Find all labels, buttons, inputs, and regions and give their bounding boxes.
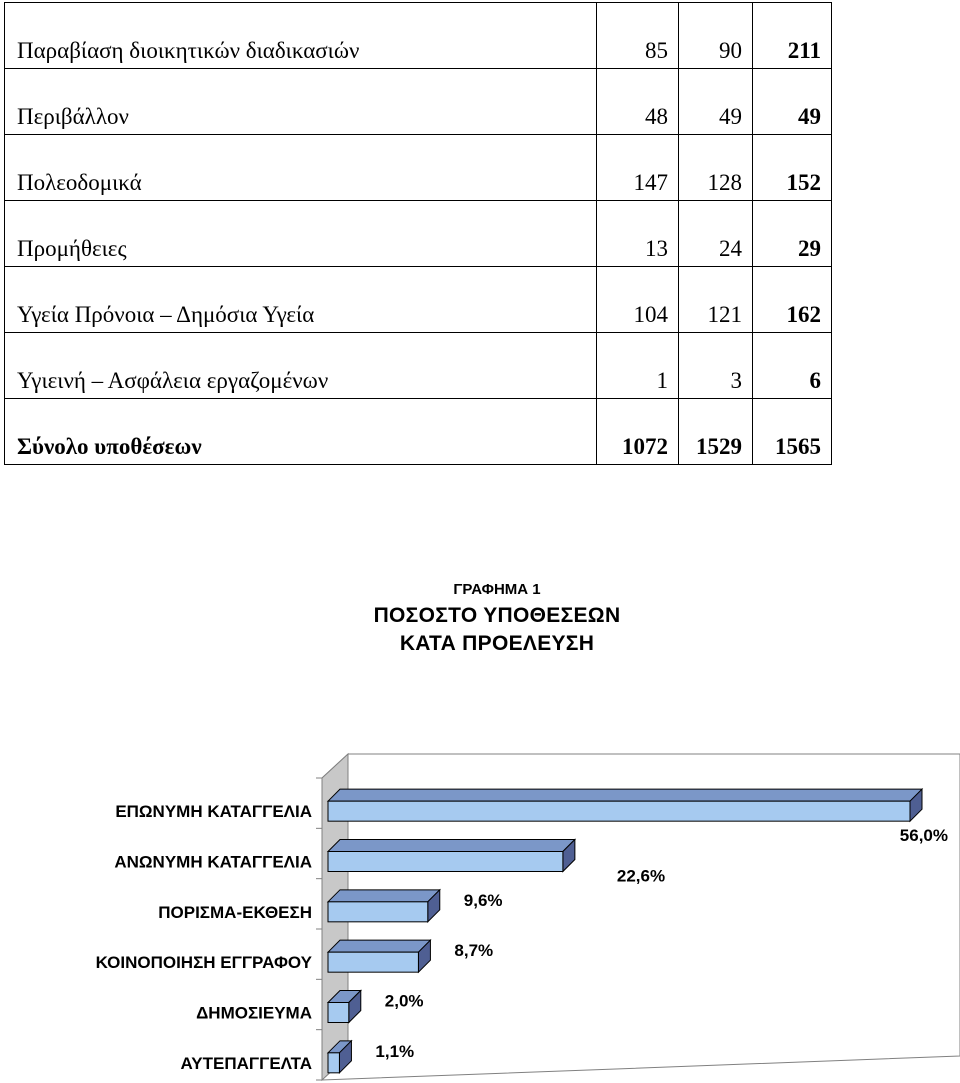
bar-chart xyxy=(0,740,960,1083)
bar xyxy=(328,952,418,972)
bar-top xyxy=(328,940,430,952)
row-value: 162 xyxy=(753,267,832,333)
bar xyxy=(328,902,428,922)
table-row xyxy=(5,3,832,69)
row-value: 104 xyxy=(597,267,679,333)
total-row xyxy=(5,399,832,465)
row-label: Πολεοδομικά xyxy=(5,135,597,201)
data-label: 22,6% xyxy=(616,866,666,886)
category-label: ΕΠΩΝΥΜΗ ΚΑΤΑΓΓΕΛΙΑ xyxy=(115,802,312,822)
category-label: ΑΝΩΝΥΜΗ ΚΑΤΑΓΓΕΛΙΑ xyxy=(114,852,312,872)
table-row xyxy=(5,333,832,399)
row-value: 152 xyxy=(753,135,832,201)
bar xyxy=(328,852,563,872)
row-label: Παραβίαση διοικητικών διαδικασιών xyxy=(5,3,597,69)
total-value: 1529 xyxy=(679,399,753,465)
row-value: 49 xyxy=(753,69,832,135)
total-value: 1565 xyxy=(753,399,832,465)
chart-subtitle: ΓΡΑΦΗΜΑ 1 xyxy=(453,581,541,598)
row-value: 128 xyxy=(679,135,753,201)
row-value: 29 xyxy=(753,201,832,267)
row-value: 13 xyxy=(597,201,679,267)
row-value: 1 xyxy=(597,333,679,399)
row-label: Προμήθειες xyxy=(5,201,597,267)
row-label: Υγεία Πρόνοια – Δημόσια Υγεία xyxy=(5,267,597,333)
chart-title: ΚΑΤΑ ΠΡΟΕΛΕΥΣΗ xyxy=(399,632,595,655)
bar xyxy=(328,1003,349,1023)
category-label: ΚΟΙΝΟΠΟΙΗΣΗ ΕΓΓΡΑΦΟΥ xyxy=(95,953,312,973)
cases-table xyxy=(4,2,832,465)
row-label: Περιβάλλον xyxy=(5,69,597,135)
data-label: 56,0% xyxy=(899,826,948,846)
table-row xyxy=(5,201,832,267)
bar xyxy=(328,1053,339,1073)
data-label: 1,1% xyxy=(375,1041,415,1061)
category-label: ΔΗΜΟΣΙΕΥΜΑ xyxy=(196,1003,312,1023)
row-value: 85 xyxy=(597,3,679,69)
bar-top xyxy=(328,890,440,902)
data-label: 9,6% xyxy=(463,890,503,910)
row-value: 211 xyxy=(753,3,832,69)
chart-title: ΠΟΣΟΣΤΟ ΥΠΟΘΕΣΕΩΝ xyxy=(373,604,621,627)
bar xyxy=(328,801,910,821)
row-value: 24 xyxy=(679,201,753,267)
category-label: ΠΟΡΙΣΜΑ-ΕΚΘΕΣΗ xyxy=(158,902,312,922)
data-label: 2,0% xyxy=(384,991,424,1011)
table-row xyxy=(5,69,832,135)
row-value: 6 xyxy=(753,333,832,399)
bar-top xyxy=(328,789,922,801)
data-label: 8,7% xyxy=(454,941,494,961)
row-value: 90 xyxy=(679,3,753,69)
row-label: Υγιεινή – Ασφάλεια εργαζομένων xyxy=(5,333,597,399)
row-value: 3 xyxy=(679,333,753,399)
row-value: 121 xyxy=(679,267,753,333)
row-value: 147 xyxy=(597,135,679,201)
total-value: 1072 xyxy=(597,399,679,465)
row-value: 48 xyxy=(597,69,679,135)
total-label: Σύνολο υποθέσεων xyxy=(5,399,597,465)
table-row xyxy=(5,135,832,201)
category-label: ΑΥΤΕΠΑΓΓΕΛΤΑ xyxy=(180,1053,312,1073)
table-row xyxy=(5,267,832,333)
row-value: 49 xyxy=(679,69,753,135)
bar-top xyxy=(328,840,575,852)
